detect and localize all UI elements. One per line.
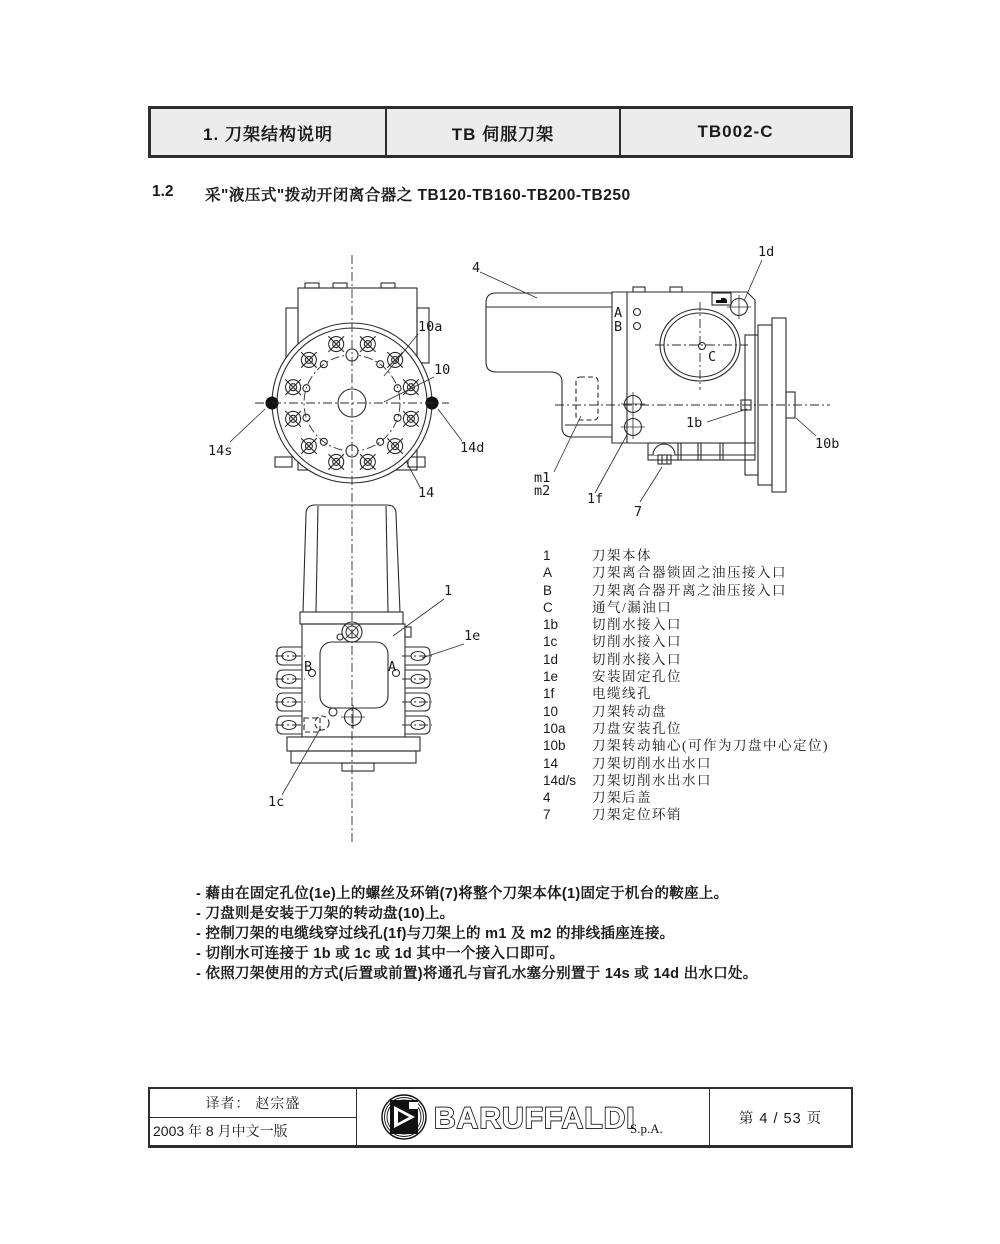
label-14s: 14s	[208, 443, 233, 459]
label-m1: m1	[534, 470, 551, 486]
label-A2: A	[388, 659, 397, 675]
label-1f: 1f	[587, 491, 604, 507]
page-number-cell	[709, 1089, 851, 1145]
cable-hole-1f	[621, 415, 645, 439]
brand-cell	[357, 1089, 709, 1145]
legend-desc: 刀架离合器开离之油压接入口	[592, 582, 787, 598]
legend-code: B	[543, 582, 553, 598]
legend-code: 1f	[543, 686, 555, 702]
legend-code: 7	[543, 807, 551, 823]
label-10a: 10a	[418, 319, 443, 335]
label-7: 7	[634, 504, 643, 520]
label-B: B	[614, 319, 623, 335]
legend-row	[543, 685, 829, 702]
legend-desc: 刀架切削水出水口	[592, 772, 712, 788]
legend-row	[543, 737, 829, 754]
note-line: - 刀盘则是安装于刀架的转动盘(10)上。	[196, 906, 455, 922]
baruffaldi-logo-icon	[378, 1091, 688, 1143]
legend-code: 14	[543, 755, 559, 771]
legend-desc: 切削水接入口	[592, 651, 682, 667]
legend-desc: 刀盘安装孔位	[592, 720, 682, 736]
label-10b: 10b	[815, 436, 840, 452]
page-number: 第 4 / 53 页	[738, 1110, 823, 1127]
legend-code: 10a	[543, 720, 566, 736]
legend-desc: 电缆线孔	[592, 686, 652, 702]
legend-code: 4	[543, 790, 551, 806]
port-1c	[315, 716, 329, 730]
label-14d: 14d	[460, 440, 485, 456]
label-1: 1	[444, 583, 453, 599]
legend-row	[543, 703, 829, 720]
header-cell-section-title: 1. 刀架结构说明	[151, 109, 387, 155]
legend-row	[543, 806, 829, 823]
label-1b: 1b	[686, 415, 703, 431]
header-cell-doc-code: TB002-C	[697, 122, 774, 141]
legend-row	[543, 772, 829, 789]
legend-desc: 刀架定位环销	[592, 807, 682, 823]
legend-desc: 刀架转动轴心(可作为刀盘中心定位)	[592, 738, 829, 754]
legend-row	[543, 789, 829, 806]
legend-row	[543, 720, 829, 737]
legend-code: A	[543, 565, 553, 581]
brand-wordmark: BARUFFALDI	[434, 1102, 636, 1135]
legend-row	[543, 616, 829, 633]
legend-code: 10b	[543, 738, 566, 754]
label-14: 14	[418, 485, 435, 501]
label-B2: B	[304, 659, 313, 675]
note-line: - 切削水可连接于 1b 或 1c 或 1d 其中一个接入口即可。	[196, 946, 565, 962]
label-1d: 1d	[758, 244, 775, 260]
legend-desc: 刀架后盖	[592, 790, 652, 806]
legend-row	[543, 547, 829, 564]
side-view	[480, 260, 830, 502]
legend-desc: 刀架离合器锁固之油压接入口	[592, 565, 787, 581]
legend-row	[543, 651, 829, 668]
locating-pin-7	[653, 444, 675, 455]
legend-row	[543, 582, 829, 599]
top-view	[275, 505, 464, 795]
label-A: A	[614, 305, 623, 321]
legend-desc: 切削水接入口	[592, 617, 682, 633]
legend-desc: 刀架转动盘	[592, 703, 667, 719]
legend-row	[543, 668, 829, 685]
note-line: - 藉由在固定孔位(1e)上的螺丝及环销(7)将整个刀架本体(1)固定于机台的鞍座上。	[196, 886, 729, 902]
legend-row	[543, 599, 829, 616]
connector-m1-m2	[576, 377, 598, 420]
translator-line: 译者： 赵宗盛	[150, 1089, 356, 1118]
label-1c: 1c	[268, 794, 285, 810]
legend-code: 1	[543, 548, 551, 563]
brand-suffix: S.p.A.	[630, 1121, 663, 1136]
note-line: - 依照刀架使用的方式(后置或前置)将通孔与盲孔水塞分别置于 14s 或 14d 出水口处。	[196, 966, 758, 982]
label-m2: m2	[534, 483, 551, 499]
legend-code: 1d	[543, 651, 559, 667]
legend-desc: 切削水接入口	[592, 634, 682, 650]
note-line: - 控制刀架的电缆线穿过线孔(1f)与刀架上的 m1 及 m2 的排线插座连接。	[196, 926, 675, 942]
legend-desc: 刀架本体	[592, 548, 652, 563]
legend-code: 1c	[543, 634, 558, 650]
legend-row	[543, 755, 829, 772]
label-10: 10	[434, 362, 451, 378]
header-table	[148, 106, 853, 158]
legend-code: 14d/s	[543, 772, 577, 788]
legend-code: 1e	[543, 669, 559, 685]
legend-row	[543, 633, 829, 650]
label-1e: 1e	[464, 628, 481, 644]
notes	[196, 884, 758, 984]
legend-desc: 通气/漏油口	[592, 599, 673, 615]
legend-code: 10	[543, 703, 559, 719]
label-4: 4	[472, 260, 481, 276]
mounting-bracket-right	[402, 647, 432, 734]
legend-code: C	[543, 599, 553, 615]
edition-line: 2003 年 8 月中文一版	[153, 1123, 288, 1140]
legend	[543, 547, 829, 824]
front-view	[230, 283, 462, 487]
mounting-bracket-left	[275, 647, 305, 734]
label-C: C	[708, 349, 717, 365]
section-heading	[152, 183, 631, 205]
legend-desc: 刀架切削水出水口	[592, 755, 712, 771]
section-title: 采"液压式"拨动开闭离合器之 TB120-TB160-TB200-TB250	[205, 187, 631, 204]
translator-cell	[150, 1089, 357, 1145]
legend-row	[543, 564, 829, 581]
legend-desc: 安装固定孔位	[592, 669, 682, 685]
legend-code: 1b	[543, 617, 559, 633]
footer-table	[148, 1087, 853, 1148]
section-number: 1.2	[152, 183, 174, 200]
header-cell-product: TB 伺服刀架	[387, 109, 621, 155]
